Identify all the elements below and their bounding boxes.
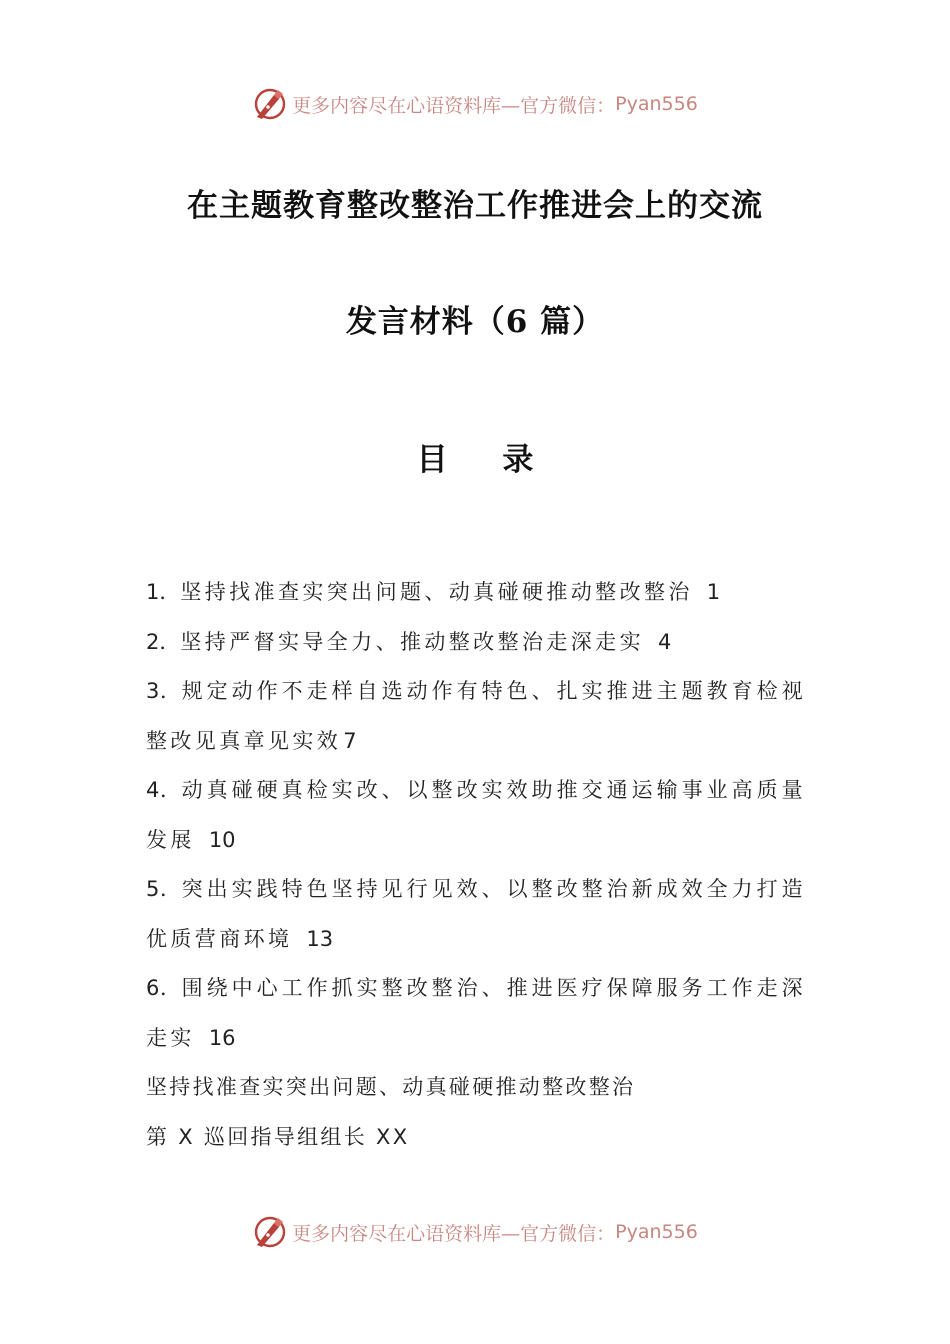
toc-item-page: 7	[343, 728, 357, 753]
toc-item-page: 13	[306, 926, 334, 951]
table-of-contents	[146, 568, 806, 1162]
toc-item-number: 1．	[146, 580, 181, 604]
section-title: 坚持找准查实突出问题、动真碰硬推动整改整治	[146, 1075, 636, 1099]
toc-item-number: 6．	[146, 976, 182, 1000]
toc-item-page: 1	[706, 580, 721, 604]
toc-item-page: 16	[208, 1025, 236, 1050]
watermark-wechat-id: Pyan556	[615, 93, 698, 115]
toc-item-number: 2．	[146, 629, 181, 654]
watermark-wechat-id: Pyan556	[615, 1221, 698, 1243]
watermark-text: 更多内容尽在心语资料库—官方微信：	[292, 94, 616, 117]
toc-item-text: 动真碰硬真检实改、以整改实效助推交通运输事业高质量发展	[146, 778, 806, 852]
toc-item-4[interactable]	[146, 766, 806, 865]
toc-item-number: 5．	[146, 877, 182, 901]
toc-heading: 目 录	[416, 442, 556, 478]
toc-item-text: 突出实践特色坚持见行见效、以整改整治新成效全力打造优质营商环境	[146, 877, 806, 951]
document-title-line2: 发言材料（6 篇）	[345, 304, 605, 340]
toc-item-2[interactable]	[146, 618, 806, 668]
watermark-header	[0, 84, 950, 124]
watermark-footer	[0, 1212, 950, 1252]
toc-item-number: 4．	[146, 778, 182, 802]
toc-item-text: 坚持严督实导全力、推动整改整治走深走实	[180, 629, 644, 654]
pen-nib-circle-icon	[252, 1214, 288, 1250]
toc-item-text: 坚持找准查实突出问题、动真碰硬推动整改整治	[180, 580, 693, 604]
watermark-text: 更多内容尽在心语资料库—官方微信：	[292, 1222, 616, 1245]
toc-item-3[interactable]	[146, 667, 806, 766]
toc-item-text: 规定动作不走样自选动作有特色、扎实推进主题教育检视整改见真章见实效	[146, 679, 806, 753]
toc-item-5[interactable]	[146, 865, 806, 964]
toc-item-page: 4	[657, 629, 672, 654]
toc-item-1[interactable]	[146, 568, 806, 618]
toc-item-text: 围绕中心工作抓实整改整治、推进医疗保障服务工作走深走实	[146, 976, 806, 1050]
pen-nib-circle-icon	[252, 86, 288, 122]
author-line: 第 X 巡回指导组组长 XX	[146, 1124, 410, 1149]
toc-item-page: 10	[208, 827, 236, 852]
toc-item-6[interactable]	[146, 964, 806, 1063]
toc-item-number: 3．	[146, 679, 182, 703]
document-title-line1: 在主题教育整改整治工作推进会上的交流	[187, 188, 763, 224]
